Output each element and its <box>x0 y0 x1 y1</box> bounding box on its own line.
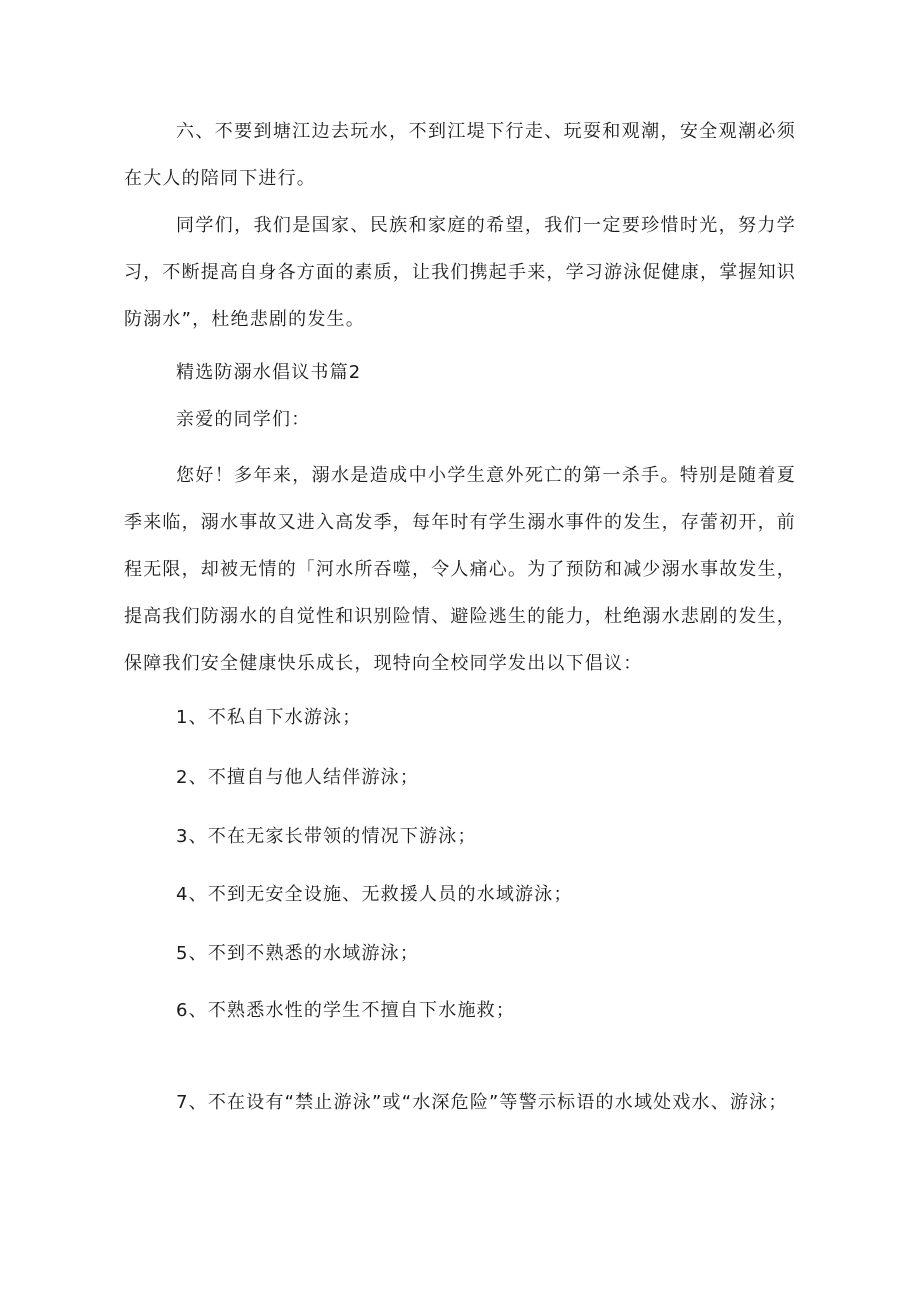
list-item-6: 6、不熟悉水性的学生不擅自下水施救； <box>176 1000 516 1021</box>
section-heading: 精选防溺水倡议书篇2 <box>176 362 362 383</box>
list-item-3: 3、不在无家长带领的情况下游泳； <box>176 826 477 847</box>
list-item-7: 7、不在设有“禁止游泳”或“水深危险”等警示标语的水域处戏水、游泳； <box>176 1092 788 1113</box>
greeting: 亲爱的同学们： <box>176 409 311 430</box>
paragraph-introduction: 您好！多年来，溺水是造成中小学生意外死亡的第一杀手。特别是随着夏季来临，溺水事故又进入高发季，每年时有学生溺水事件的发生，存蕾初开，前程无限，却被无情的「河水所吞噬，令人痛心。为了预防和减少溺水事故发生，提高我们防溺水的自觉性和识别险情、避险逃生的能力，杜绝溺水悲剧的发生，保障我们安全健康快乐成长，现特向全校同学发出以下倡议： <box>124 465 796 674</box>
list-item-5: 5、不到不熟悉的水域游泳； <box>176 943 420 964</box>
list-item-2: 2、不擅自与他人结伴游泳； <box>176 767 420 788</box>
list-item-1: 1、不私自下水游泳； <box>176 707 362 728</box>
list-item-4: 4、不到无安全设施、无救援人员的水域游泳； <box>176 884 573 905</box>
paragraph-rule-six: 六、不要到塘江边去玩水，不到江堤下行走、玩耍和观潮，安全观潮必须在大人的陪同下进行。 <box>124 121 796 189</box>
paragraph-appeal: 同学们，我们是国家、民族和家庭的希望，我们一定要珍惜时光，努力学习，不断提高自身各方面的素质，让我们携起手来，学习游泳促健康，掌握知识防溺水”，杜绝悲剧的发生。 <box>124 215 796 330</box>
